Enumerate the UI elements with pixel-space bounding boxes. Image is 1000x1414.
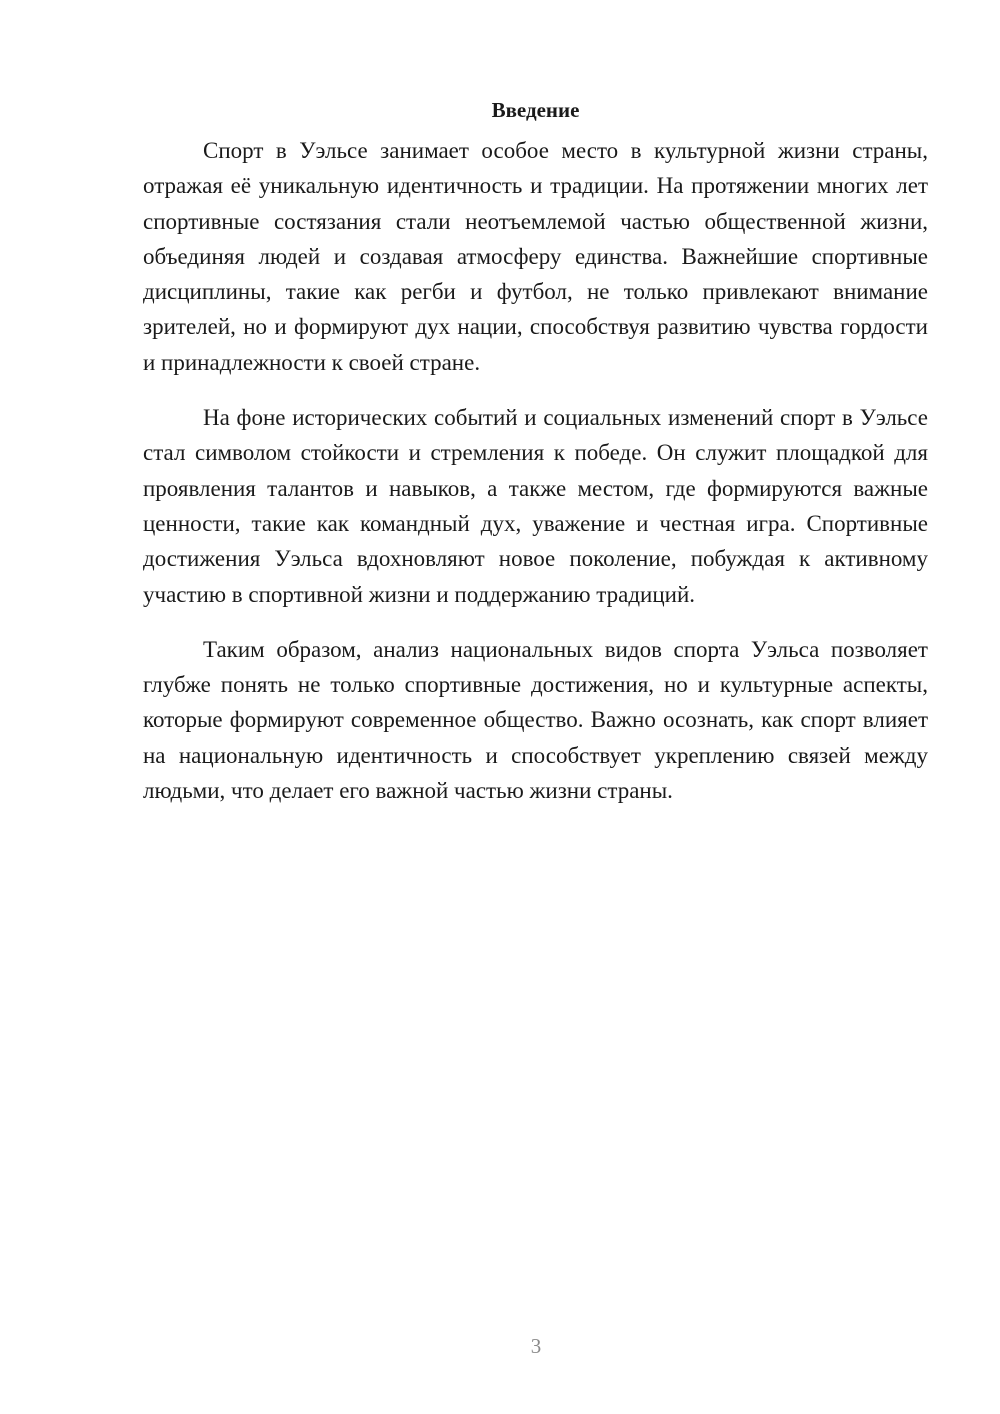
paragraph-2: На фоне исторических событий и социальных изменений спорт в Уэльсе стал символом стойкости и стремления к победе. Он служит площадкой для проявления талантов и навыков, а также местом, где формируются важные ценности, такие как командный дух, уважение и честная игра. Спортивные достижения Уэльса вдохновляют новое поколение, побуждая к активному участию в спортивной жизни и поддержанию традиций. (143, 405, 928, 607)
page-content (143, 92, 928, 808)
paragraph-3: Таким образом, анализ национальных видов спорта Уэльса позволяет глубже понять не только спортивные достижения, но и культурные аспекты, которые формируют современное общество. Важно осознать, как спорт влияет на национальную идентичность и способствует укреплению связей между людьми, что делает его важной частью жизни страны. (143, 636, 928, 804)
page-number: 3 (530, 1334, 542, 1358)
section-heading: Введение (491, 98, 580, 122)
paragraph-1: Спорт в Уэльсе занимает особое место в культурной жизни страны, отражая её уникальную идентичность и традиции. На протяжении многих лет спортивные состязания стали неотъемлемой частью общественной жизни, объединяя людей и создавая атмосферу единства. Важнейшие спортивные дисциплины, такие как регби и футбол, не только привлекают внимание зрителей, но и формируют дух нации, способствуя развитию чувства гордости и принадлежности к своей стране. (143, 138, 928, 375)
